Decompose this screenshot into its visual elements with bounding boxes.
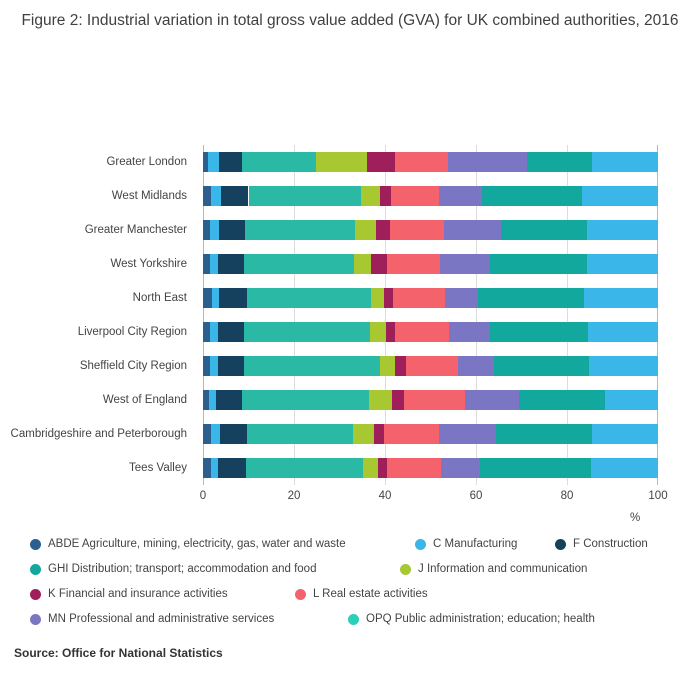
bar-segment[interactable] bbox=[355, 220, 375, 240]
y-axis-tick-label: Greater Manchester bbox=[84, 224, 187, 236]
legend-swatch-icon bbox=[348, 614, 359, 625]
bar-segment[interactable] bbox=[496, 424, 592, 444]
legend-label: J Information and communication bbox=[418, 563, 588, 575]
legend-label: K Financial and insurance activities bbox=[48, 588, 228, 600]
bar-segment[interactable] bbox=[406, 356, 458, 376]
legend-label: F Construction bbox=[573, 538, 648, 550]
bar-segment[interactable] bbox=[218, 356, 243, 376]
bar-segment[interactable] bbox=[458, 356, 493, 376]
bar-segment[interactable] bbox=[448, 152, 527, 172]
bar-segment[interactable] bbox=[203, 220, 210, 240]
bar-segment[interactable] bbox=[209, 390, 216, 410]
bar-segment[interactable] bbox=[219, 152, 242, 172]
bar-segment[interactable] bbox=[316, 152, 367, 172]
bar-segment[interactable] bbox=[404, 390, 465, 410]
bar-row[interactable] bbox=[203, 288, 658, 308]
bar-segment[interactable] bbox=[216, 390, 241, 410]
legend-row bbox=[30, 613, 690, 638]
bar-segment[interactable] bbox=[244, 254, 353, 274]
bar-segment[interactable] bbox=[361, 186, 379, 206]
bar-segment[interactable] bbox=[370, 322, 386, 342]
bar-segment[interactable] bbox=[244, 356, 380, 376]
bar-segment[interactable] bbox=[218, 322, 244, 342]
bar-segment[interactable] bbox=[245, 220, 356, 240]
bar-segment[interactable] bbox=[386, 322, 396, 342]
legend-swatch-icon bbox=[415, 539, 426, 550]
bar-segment[interactable] bbox=[527, 152, 592, 172]
bar-segment[interactable] bbox=[203, 288, 212, 308]
legend-item[interactable] bbox=[30, 538, 346, 550]
bar-segment[interactable] bbox=[384, 288, 393, 308]
bar-row[interactable] bbox=[203, 424, 658, 444]
bar-segment[interactable] bbox=[210, 356, 219, 376]
bar-segment[interactable] bbox=[218, 254, 244, 274]
bar-segment[interactable] bbox=[211, 424, 221, 444]
bar-segment[interactable] bbox=[371, 254, 387, 274]
bar-segment[interactable] bbox=[371, 288, 384, 308]
bar-segment[interactable] bbox=[378, 458, 387, 478]
bar-segment[interactable] bbox=[395, 356, 406, 376]
bar-segment[interactable] bbox=[449, 322, 489, 342]
legend-item[interactable] bbox=[30, 613, 274, 625]
legend-row bbox=[30, 563, 690, 588]
bar-segment[interactable] bbox=[203, 458, 211, 478]
bar-segment[interactable] bbox=[393, 288, 445, 308]
bar-row[interactable] bbox=[203, 356, 658, 376]
legend-label: L Real estate activities bbox=[313, 588, 428, 600]
bar-row[interactable] bbox=[203, 186, 658, 206]
bar-segment[interactable] bbox=[203, 186, 211, 206]
legend-swatch-icon bbox=[295, 589, 306, 600]
y-axis-tick-label: Sheffield City Region bbox=[79, 360, 187, 372]
legend-row bbox=[30, 588, 690, 613]
bar-segment[interactable] bbox=[353, 424, 373, 444]
bar-segment[interactable] bbox=[591, 458, 658, 478]
bar-segment[interactable] bbox=[587, 254, 658, 274]
bar-segment[interactable] bbox=[380, 356, 396, 376]
bar-row[interactable] bbox=[203, 322, 658, 342]
bar-segment[interactable] bbox=[482, 186, 581, 206]
bar-segment[interactable] bbox=[221, 186, 248, 206]
legend-swatch-icon bbox=[30, 614, 41, 625]
legend-swatch-icon bbox=[30, 564, 41, 575]
bar-row[interactable] bbox=[203, 152, 658, 172]
bar-segment[interactable] bbox=[244, 322, 369, 342]
bar-segment[interactable] bbox=[519, 390, 605, 410]
legend-swatch-icon bbox=[30, 589, 41, 600]
legend-label: GHI Distribution; transport; accommodation and food bbox=[48, 563, 317, 575]
bar-segment[interactable] bbox=[354, 254, 371, 274]
bar-segment[interactable] bbox=[392, 390, 404, 410]
bar-segment[interactable] bbox=[218, 458, 245, 478]
bar-segment[interactable] bbox=[588, 322, 658, 342]
bar-segment[interactable] bbox=[589, 356, 658, 376]
bar-segment[interactable] bbox=[210, 322, 218, 342]
bar-segment[interactable] bbox=[242, 390, 369, 410]
bar-segment[interactable] bbox=[391, 186, 438, 206]
bar-segment[interactable] bbox=[247, 424, 353, 444]
y-axis-tick-label: North East bbox=[132, 292, 187, 304]
bar-segment[interactable] bbox=[480, 458, 591, 478]
bar-segment[interactable] bbox=[203, 356, 210, 376]
bar-segment[interactable] bbox=[242, 152, 316, 172]
bar-segment[interactable] bbox=[395, 322, 449, 342]
bar-segment[interactable] bbox=[439, 186, 483, 206]
x-axis-tick-label: 60 bbox=[469, 490, 483, 502]
bar-segment[interactable] bbox=[478, 288, 584, 308]
bar-segment[interactable] bbox=[584, 288, 658, 308]
bar-segment[interactable] bbox=[490, 254, 588, 274]
bar-row[interactable] bbox=[203, 254, 658, 274]
plot-area bbox=[203, 145, 658, 485]
legend-label: C Manufacturing bbox=[433, 538, 518, 550]
bar-segment[interactable] bbox=[444, 220, 501, 240]
bar-segment[interactable] bbox=[384, 424, 439, 444]
bar-segment[interactable] bbox=[211, 458, 218, 478]
x-axis-tick-label: 0 bbox=[199, 490, 207, 502]
bar-segment[interactable] bbox=[439, 424, 496, 444]
bar-segment[interactable] bbox=[465, 390, 519, 410]
bar-segment[interactable] bbox=[494, 356, 590, 376]
x-axis-title: % bbox=[630, 512, 641, 524]
bar-row[interactable] bbox=[203, 220, 658, 240]
bar-segment[interactable] bbox=[387, 458, 442, 478]
bar-segment[interactable] bbox=[367, 152, 395, 172]
legend-swatch-icon bbox=[555, 539, 566, 550]
legend-label: MN Professional and administrative services bbox=[48, 613, 275, 625]
legend-item[interactable] bbox=[415, 538, 517, 550]
y-axis-tick-label: Cambridgeshire and Peterborough bbox=[10, 428, 187, 440]
legend-swatch-icon bbox=[400, 564, 411, 575]
bar-segment[interactable] bbox=[592, 152, 658, 172]
legend-item[interactable] bbox=[30, 588, 228, 600]
bar-segment[interactable] bbox=[582, 186, 658, 206]
bar-segment[interactable] bbox=[441, 458, 480, 478]
bar-segment[interactable] bbox=[219, 220, 244, 240]
bar-segment[interactable] bbox=[203, 322, 210, 342]
legend-row bbox=[30, 538, 690, 563]
y-axis-tick-label: Tees Valley bbox=[129, 462, 187, 474]
bar-segment[interactable] bbox=[376, 220, 391, 240]
y-axis-tick-label: Greater London bbox=[106, 156, 187, 168]
bar-segment[interactable] bbox=[210, 220, 219, 240]
y-axis-tick-label: West of England bbox=[102, 394, 187, 406]
bar-segment[interactable] bbox=[395, 152, 448, 172]
bar-segment[interactable] bbox=[247, 288, 371, 308]
bar-row[interactable] bbox=[203, 458, 658, 478]
bar-segment[interactable] bbox=[380, 186, 392, 206]
legend-item[interactable] bbox=[400, 563, 587, 575]
x-axis-tick-label: 100 bbox=[648, 490, 668, 502]
legend-item[interactable] bbox=[30, 563, 316, 575]
bar-segment[interactable] bbox=[203, 424, 211, 444]
bar-segment[interactable] bbox=[249, 186, 362, 206]
bar-segment[interactable] bbox=[501, 220, 587, 240]
bar-segment[interactable] bbox=[387, 254, 439, 274]
bar-segment[interactable] bbox=[605, 390, 658, 410]
bar-segment[interactable] bbox=[211, 186, 221, 206]
legend-item[interactable] bbox=[555, 538, 648, 550]
bar-segment[interactable] bbox=[490, 322, 588, 342]
bar-segment[interactable] bbox=[220, 424, 246, 444]
source-note: Source: Office for National Statistics bbox=[14, 646, 223, 660]
y-axis-tick-label: West Midlands bbox=[111, 190, 187, 202]
legend-item[interactable] bbox=[348, 613, 595, 625]
bar-segment[interactable] bbox=[210, 254, 218, 274]
bar-segment[interactable] bbox=[445, 288, 478, 308]
legend-label: ABDE Agriculture, mining, electricity, gas, water and waste bbox=[48, 538, 346, 550]
bar-segment[interactable] bbox=[363, 458, 378, 478]
page-title: Figure 2: Industrial variation in total gross value added (GVA) for UK combined authorities, 2016 bbox=[21, 12, 679, 29]
bar-segment[interactable] bbox=[440, 254, 490, 274]
y-axis-labels bbox=[0, 145, 195, 485]
x-axis-tick-label: 40 bbox=[378, 490, 392, 502]
legend-item[interactable] bbox=[295, 588, 428, 600]
bar-segment[interactable] bbox=[369, 390, 393, 410]
bar-segment[interactable] bbox=[390, 220, 444, 240]
x-axis-tick-label: 20 bbox=[287, 490, 301, 502]
bar-row[interactable] bbox=[203, 390, 658, 410]
bar-segment[interactable] bbox=[219, 288, 247, 308]
legend-swatch-icon bbox=[30, 539, 41, 550]
bar-segment[interactable] bbox=[374, 424, 384, 444]
x-axis-tick-label: 80 bbox=[560, 490, 574, 502]
bar-segment[interactable] bbox=[212, 288, 219, 308]
bar-segment[interactable] bbox=[208, 152, 219, 172]
y-axis-tick-label: West Yorkshire bbox=[110, 258, 187, 270]
bar-segment[interactable] bbox=[587, 220, 658, 240]
bar-segment[interactable] bbox=[203, 254, 210, 274]
y-axis-tick-label: Liverpool City Region bbox=[77, 326, 187, 338]
bar-segment[interactable] bbox=[592, 424, 658, 444]
chart-legend bbox=[30, 538, 690, 638]
legend-label: OPQ Public administration; education; health bbox=[366, 613, 595, 625]
bar-segment[interactable] bbox=[246, 458, 363, 478]
